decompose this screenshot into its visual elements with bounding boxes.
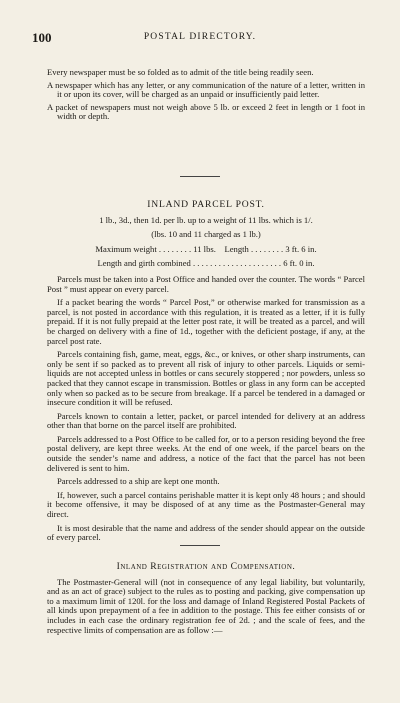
page-number: 100 bbox=[32, 30, 52, 45]
paragraph: Parcels addressed to a Post Office to be called for, or to a person residing beyond the free postal delivery, are kept three weeks. At the end of one week, if the parcel bears on the outside the sender’s name and address, a notice of the fact that the parcel has not been delivered is sent to him. bbox=[47, 433, 365, 473]
paragraph: Parcels must be taken into a Post Office and handed over the counter. The words “ Parcel Post ” must appear on every parcel. bbox=[47, 273, 365, 294]
max-weight-line: Maximum weight . . . . . . . . 11 lbs. Length . . . . . . . . 3 ft. 6 in. bbox=[95, 243, 317, 254]
girth-line: Length and girth combined . . . . . . . . . . . . . . . . . . . . . 6 ft. 0 in. bbox=[97, 258, 315, 269]
paragraph: Parcels addressed to a ship are kept one month. bbox=[57, 476, 220, 487]
paragraph: If a packet bearing the words “ Parcel Post,” or otherwise marked for transmission as a parcel, is not posted in accordance with this regulation, it is treated as a letter, if it is fully prepaid. If it is not fully prepaid at the letter post rate, it will be treated as a parcel, and will be charged on delivery with a fine of 1d., together with the deficient postage, if any, at the parcel post rate. bbox=[47, 297, 365, 346]
section-title: Inland Registration and Compensation. bbox=[116, 561, 296, 572]
running-title: POSTAL DIRECTORY. bbox=[143, 32, 257, 42]
divider bbox=[180, 545, 220, 546]
paragraph: If, however, such a parcel contains perishable matter it is kept only 48 hours ; and should it become offensive, it may be disposed of at any time as the Postmaster-General may direct. bbox=[47, 489, 365, 520]
parcel-rate: 1 lb., 3d., then 1d. per lb. up to a weight of 11 lbs. which is 1/. bbox=[99, 214, 313, 225]
section-title: INLAND PARCEL POST. bbox=[147, 199, 265, 210]
paragraph: The Postmaster-General will (not in consequence of any legal liability, but voluntarily, and as an act of grace) subject to the rules as to posting and packing, give compensation up to a maximum limit of 120l. for the loss and damage of Inland Registered Postal Packets of all kinds upon prepayment of a fee in addition to the postage. This fee either consists of or includes in each case the ordinary registration fee of 2d. ; and the scale of fees, and the respective limits of compensation are as follow :— bbox=[47, 576, 365, 635]
newspaper-rules bbox=[47, 68, 365, 122]
paragraph: Parcels known to contain a letter, packet, or parcel intended for delivery at an address other than that borne on the parcel itself are prohibited. bbox=[47, 410, 365, 431]
parcel-post-section bbox=[47, 200, 365, 543]
paragraph: A packet of newspapers must not weigh above 5 lb. or exceed 2 feet in length or 1 foot in width or depth. bbox=[47, 101, 365, 122]
page-header bbox=[32, 30, 368, 46]
paragraph: It is most desirable that the name and address of the sender should appear on the outside of every parcel. bbox=[47, 522, 365, 543]
divider bbox=[180, 176, 220, 177]
paragraph: Parcels containing fish, game, meat, eggs, &c., or knives, or other sharp instruments, can only be sent if so packed as to prevent all risk of injury to other parcels. Liquids or semi-liquids are not accepted unless in bottles or cans securely stoppered ; nor powders, unless so packed that they cannot escape in transmission. Bottles or glass in any form can be accepted only when so packed as to be secure from breakage. If a parcel be tendered in a damaged or insecure condition it will be refused. bbox=[47, 349, 365, 408]
paragraph: Every newspaper must be so folded as to admit of the title being readily seen. bbox=[47, 67, 314, 77]
parcel-rate-note: (lbs. 10 and 11 charged as 1 lb.) bbox=[151, 229, 261, 240]
registration-section bbox=[47, 562, 365, 635]
paragraph: A newspaper which has any letter, or any communication of the nature of a letter, written in it or upon its cover, will be charged as an unpaid or insufficiently paid letter. bbox=[47, 79, 365, 100]
